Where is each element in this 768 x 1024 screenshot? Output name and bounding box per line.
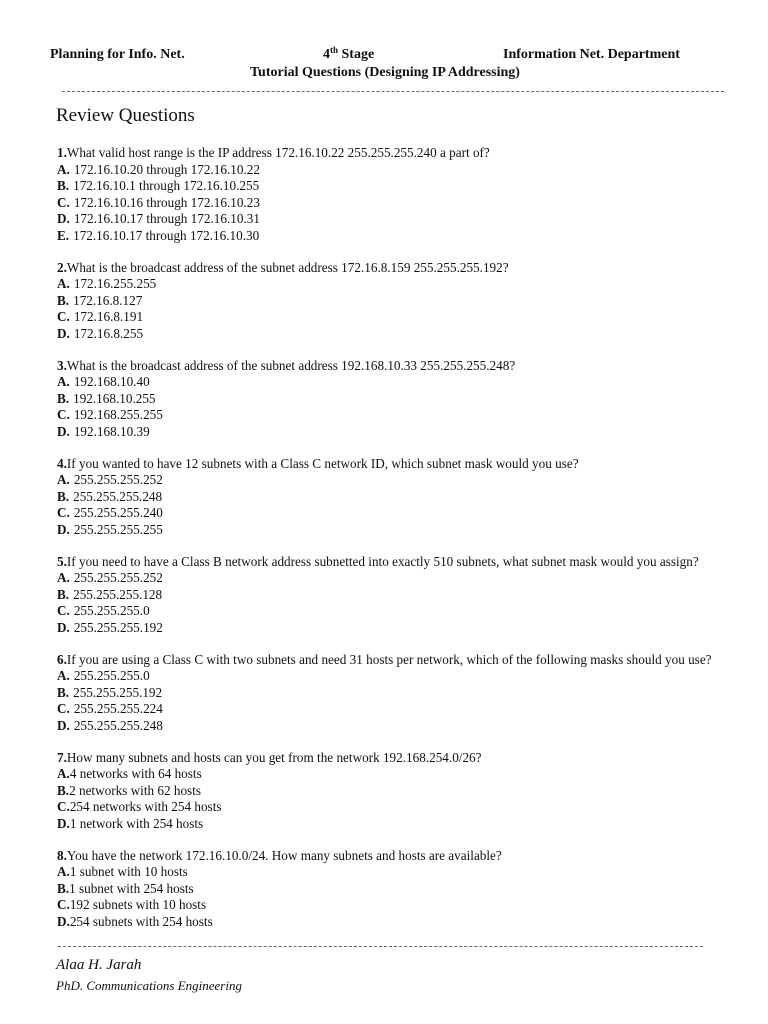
stage-word: Stage <box>338 47 375 62</box>
answer-option <box>57 211 757 228</box>
question-text: How many subnets and hosts can you get from the network 192.168.254.0/26? <box>66 749 482 765</box>
header-divider <box>62 91 724 92</box>
option-text: 255.255.255.224 <box>73 701 163 716</box>
option-letter: C. <box>57 407 70 422</box>
question-number: 4. <box>57 455 67 471</box>
answer-option <box>57 668 757 685</box>
option-letter: B. <box>57 880 70 896</box>
option-text: 172.16.10.16 through 172.16.10.23 <box>73 194 260 210</box>
option-text: 172.16.10.20 through 172.16.10.22 <box>73 161 260 177</box>
answer-option <box>57 603 757 620</box>
question-text: What is the broadcast address of the subnet address 192.168.10.33 255.255.255.248? <box>66 357 516 373</box>
course-title: Planning for Info. Net. <box>50 47 185 62</box>
question-block <box>57 358 757 441</box>
answer-option <box>57 620 757 637</box>
question-text: You have the network 172.16.10.0/24. How many subnets and hosts are available? <box>66 847 502 863</box>
option-letter: C. <box>57 603 70 618</box>
question-stem <box>57 260 757 277</box>
question-number: 7. <box>57 749 67 765</box>
question-stem <box>57 554 757 571</box>
stage-number: 4 <box>323 47 330 62</box>
option-text: 192.168.10.40 <box>73 374 150 389</box>
answer-option <box>57 195 757 212</box>
option-text: 254 subnets with 254 hosts <box>69 913 213 929</box>
answer-option <box>57 570 757 587</box>
option-letter: C. <box>57 897 70 912</box>
option-text: 255.255.255.192 <box>73 619 163 635</box>
option-text: 255.255.255.252 <box>73 570 163 585</box>
question-number: 1. <box>57 145 67 160</box>
question-number: 3. <box>57 357 67 373</box>
answer-option <box>57 374 757 391</box>
section-title: Review Questions <box>56 105 195 126</box>
question-number: 8. <box>57 847 67 863</box>
option-letter: A. <box>57 570 70 585</box>
option-letter: B. <box>57 586 70 602</box>
option-text: 255.255.255.248 <box>73 488 163 504</box>
option-text: 192.168.10.39 <box>73 423 150 439</box>
option-text: 172.16.255.255 <box>73 276 157 291</box>
answer-option <box>57 472 757 489</box>
answer-option <box>57 816 757 833</box>
option-text: 255.255.255.240 <box>73 505 163 520</box>
option-text: 1 network with 254 hosts <box>69 815 204 831</box>
option-text: 1 subnet with 10 hosts <box>69 864 188 879</box>
answer-option <box>57 276 757 293</box>
option-letter: A. <box>57 668 70 683</box>
option-text: 192.168.255.255 <box>73 407 163 422</box>
answer-option <box>57 766 757 783</box>
answer-option <box>57 897 757 914</box>
author-credential: PhD. Communications Engineering <box>56 978 242 993</box>
question-block <box>57 260 757 343</box>
option-letter: E. <box>57 227 70 243</box>
option-letter: D. <box>57 211 70 226</box>
option-text: 192.168.10.255 <box>73 390 156 406</box>
answer-option <box>57 783 757 800</box>
option-text: 255.255.255.192 <box>73 684 163 700</box>
footer-divider <box>58 946 703 947</box>
question-stem <box>57 652 757 669</box>
question-text: If you need to have a Class B network address subnetted into exactly 510 subnets, what subnet mask would you assign? <box>66 553 699 569</box>
option-text: 255.255.255.255 <box>73 521 163 537</box>
question-number: 2. <box>57 259 67 275</box>
question-stem <box>57 750 757 767</box>
option-letter: B. <box>57 390 70 406</box>
question-text: What valid host range is the IP address 172.16.10.22 255.255.255.240 a part of? <box>66 145 490 160</box>
question-block <box>57 554 757 637</box>
question-stem <box>57 848 757 865</box>
answer-option <box>57 162 757 179</box>
option-letter: C. <box>57 799 70 814</box>
question-block <box>57 145 757 244</box>
question-number: 6. <box>57 651 67 667</box>
document-subtitle: Tutorial Questions (Designing IP Addressing) <box>250 65 520 80</box>
option-letter: D. <box>57 913 70 929</box>
option-text: 1 subnet with 254 hosts <box>69 880 194 896</box>
question-stem <box>57 456 757 473</box>
answer-option <box>57 799 757 816</box>
question-block <box>57 456 757 539</box>
option-letter: A. <box>57 276 70 291</box>
author-name: Alaa H. Jarah <box>56 957 142 973</box>
option-letter: A. <box>57 472 70 487</box>
option-text: 172.16.10.1 through 172.16.10.255 <box>73 178 260 193</box>
option-text: 255.255.255.252 <box>73 472 163 487</box>
option-letter: B. <box>57 684 70 700</box>
answer-option <box>57 326 757 343</box>
option-text: 254 networks with 254 hosts <box>69 799 222 814</box>
option-text: 2 networks with 62 hosts <box>69 782 201 798</box>
option-letter: D. <box>57 619 70 635</box>
answer-option <box>57 685 757 702</box>
answer-option <box>57 407 757 424</box>
option-text: 255.255.255.248 <box>73 717 163 733</box>
option-text: 172.16.8.127 <box>73 292 143 308</box>
question-stem <box>57 145 757 162</box>
option-letter: D. <box>57 815 70 831</box>
option-letter: A. <box>57 161 70 177</box>
answer-option <box>57 587 757 604</box>
answer-option <box>57 228 757 245</box>
stage-label <box>323 47 374 63</box>
answer-option <box>57 522 757 539</box>
option-text: 172.16.8.191 <box>73 309 144 324</box>
option-text: 172.16.10.17 through 172.16.10.31 <box>73 211 260 226</box>
question-text: If you wanted to have 12 subnets with a Class C network ID, which subnet mask would you use? <box>66 455 579 471</box>
stage-ordinal-suffix: th <box>330 45 339 55</box>
option-text: 255.255.255.0 <box>73 668 150 683</box>
answer-option <box>57 309 757 326</box>
question-block <box>57 652 757 735</box>
option-letter: D. <box>57 423 70 439</box>
option-letter: B. <box>57 782 70 798</box>
answer-option <box>57 178 757 195</box>
option-letter: C. <box>57 194 70 210</box>
option-text: 255.255.255.0 <box>73 603 150 618</box>
option-letter: C. <box>57 309 70 324</box>
option-letter: D. <box>57 521 70 537</box>
option-text: 4 networks with 64 hosts <box>69 766 202 781</box>
option-letter: A. <box>57 864 70 879</box>
question-text: What is the broadcast address of the subnet address 172.16.8.159 255.255.255.192? <box>66 259 509 275</box>
answer-option <box>57 914 757 931</box>
question-number: 5. <box>57 553 67 569</box>
question-list <box>57 145 757 946</box>
question-stem <box>57 358 757 375</box>
option-letter: B. <box>57 488 70 504</box>
answer-option <box>57 718 757 735</box>
answer-option <box>57 881 757 898</box>
answer-option <box>57 864 757 881</box>
answer-option <box>57 424 757 441</box>
option-letter: C. <box>57 701 70 716</box>
option-letter: D. <box>57 325 70 341</box>
option-text: 255.255.255.128 <box>73 586 163 602</box>
question-block <box>57 848 757 931</box>
option-text: 192 subnets with 10 hosts <box>69 897 207 912</box>
option-letter: D. <box>57 717 70 733</box>
option-text: 172.16.8.255 <box>73 325 144 341</box>
department-name: Information Net. Department <box>503 47 680 62</box>
option-text: 172.16.10.17 through 172.16.10.30 <box>73 227 260 243</box>
question-block <box>57 750 757 833</box>
question-text: If you are using a Class C with two subnets and need 31 hosts per network, which of the following masks should you use? <box>66 651 712 667</box>
answer-option <box>57 293 757 310</box>
option-letter: A. <box>57 766 70 781</box>
option-letter: B. <box>57 178 70 193</box>
option-letter: B. <box>57 292 70 308</box>
option-letter: A. <box>57 374 70 389</box>
answer-option <box>57 701 757 718</box>
answer-option <box>57 391 757 408</box>
option-letter: C. <box>57 505 70 520</box>
answer-option <box>57 489 757 506</box>
answer-option <box>57 505 757 522</box>
